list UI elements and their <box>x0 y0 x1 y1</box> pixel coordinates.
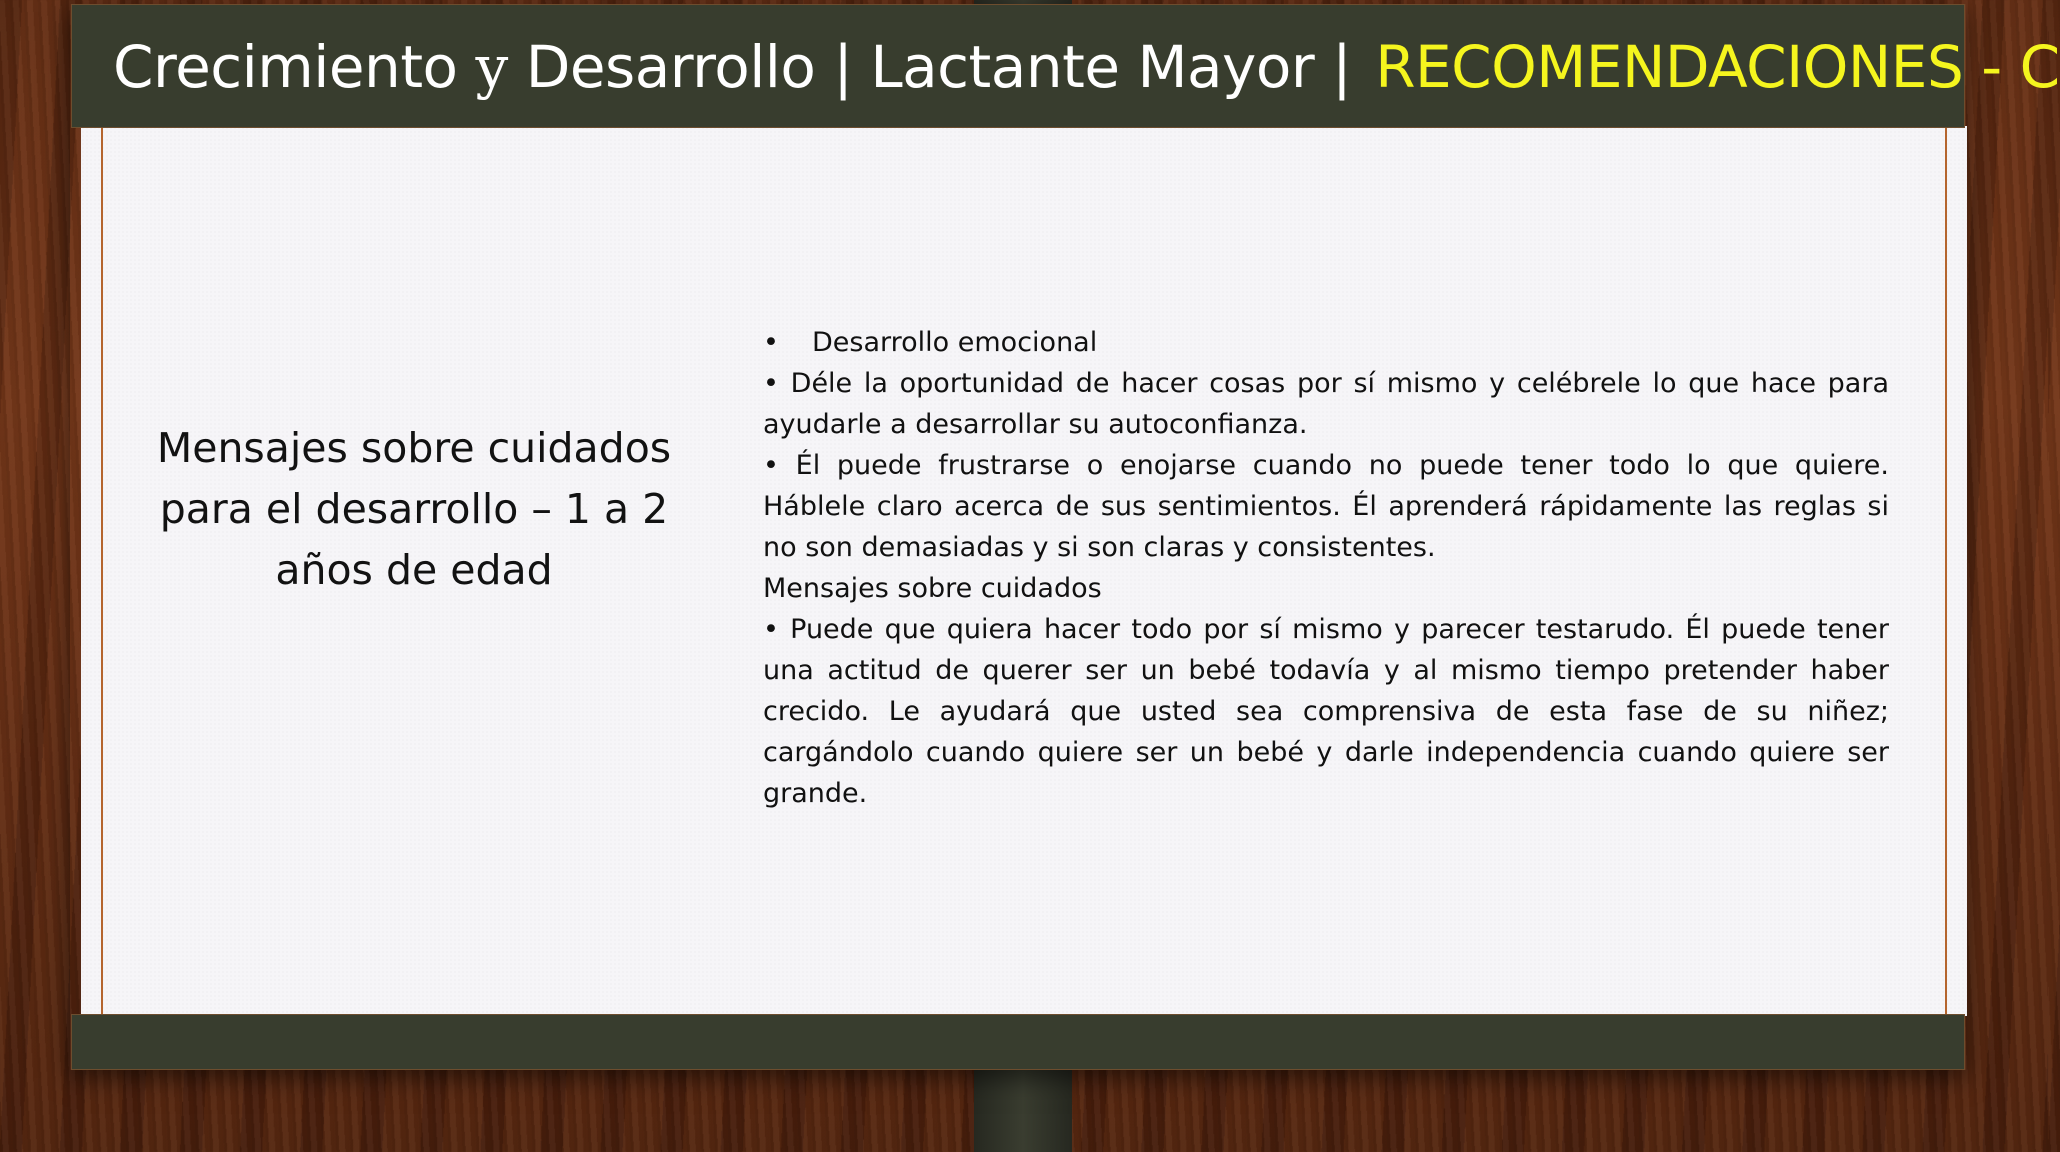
paragraph: • Él puede frustrarse o enojarse cuando no puede tener todo lo que quiere. Háblele claro acerca de sus sentimientos. Él aprenderá rápidamente las reglas si no son demasiadas y si son claras y consistentes. <box>763 450 1889 563</box>
title-accent: RECOMENDACIONES - C <box>1375 33 2060 101</box>
content-body <box>763 322 1889 814</box>
stand-post-bottom <box>974 1068 1072 1152</box>
title-part-2: Desarrollo | Lactante Mayor | <box>507 33 1352 101</box>
subheading: Mensajes sobre cuidados <box>763 573 1102 604</box>
section-heading <box>763 322 1889 363</box>
title-conjunction: y <box>475 33 508 101</box>
bullet-marker: • <box>763 327 779 358</box>
section-heading-text: Desarrollo emocional <box>812 327 1098 358</box>
paragraph: • Puede que quiera hacer todo por sí mismo y parecer testarudo. Él puede tener una actitud de querer ser un bebé todavía y al mismo tiempo pretender haber crecido. Le ayudará que usted sea comprensiva de esta fase de su niñez; cargándolo cuando quiere ser un bebé y darle independencia cuando quiere ser grande. <box>763 614 1889 809</box>
title-part-1: Crecimiento <box>113 33 476 101</box>
footer-bar <box>71 1014 1965 1070</box>
slide-title <box>113 27 2060 107</box>
section-title: Mensajes sobre cuidados para el desarrollo – 1 a 2 años de edad <box>156 424 672 594</box>
title-bar <box>71 4 2060 128</box>
paragraph: • Déle la oportunidad de hacer cosas por sí mismo y celébrele lo que hace para ayudarle a desarrollar su autoconfianza. <box>763 368 1889 440</box>
